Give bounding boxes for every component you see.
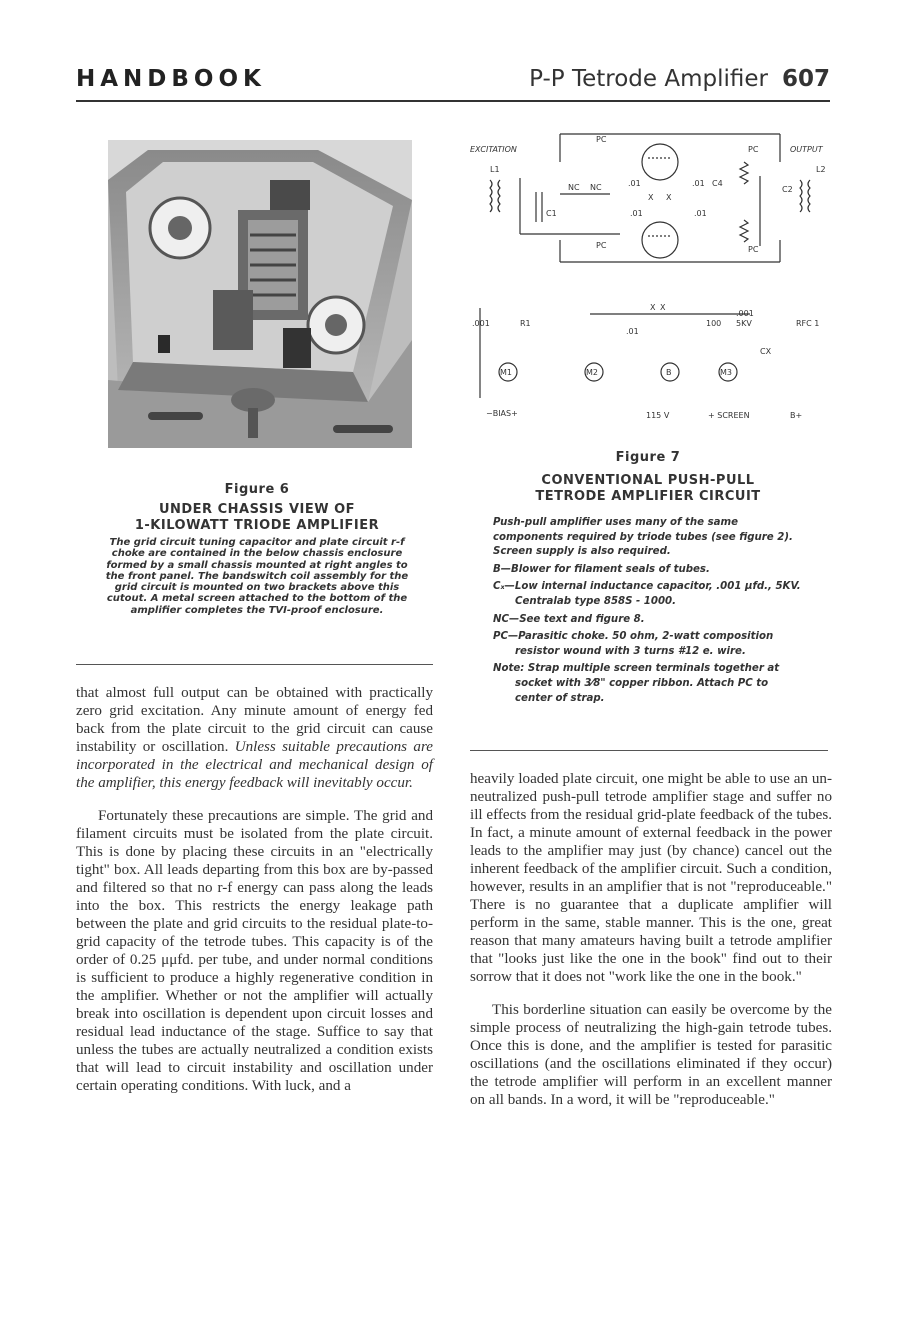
- figure6-caption: The grid circuit tuning capacitor and plate circuit r-f choke are contained in the below chassis enclosure formed by a small chassis mounted at right angles to the front panel. The bandswitch coil assembly for the grid circuit is mounted on two brackets above this cutout. A metal screen attached to the bottom of the amplifier completes the TVI-proof enclosure.: [105, 537, 409, 616]
- label-x-1: X: [648, 193, 654, 202]
- label-x-3: X: [650, 303, 656, 312]
- label-output: OUTPUT: [790, 145, 823, 154]
- label-l2: L2: [816, 165, 826, 174]
- label-01-bottom: .01: [626, 327, 639, 336]
- figure7-label: Figure 7: [615, 450, 681, 465]
- label-c2: C2: [782, 185, 793, 194]
- note-4: NC—See text and figure 8.: [493, 613, 645, 625]
- label-screen: + SCREEN: [708, 411, 750, 420]
- label-bplus: B+: [790, 411, 803, 420]
- left-paragraph-2: Fortunately these precautions are simple. The grid and filament circuits must be isolated from the plate circuit. This is done by placing these circuits in an "electrically tight" box. All leads departing from this box are by-passed and filtered so that no r-f energy can pass along the leads into the box. This restricts the energy leakage path between the plate and grid circuits to the residual plate-to-grid capacity of the tetrode tubes. This capacity is of the order of 0.25 μμfd. per tube, and under normal conditions is sufficient to produce a highly regenerative condition in the amplifier. Whether or not the amplifier will actually break into oscillation is dependent upon circuit losses and residual lead inductance of the stage. Suffice to say that unless the tubes are actually neutralized a condition exists that will lead to circuit instability and oscillation under certain operating conditions. With luck, and a: [76, 808, 433, 1094]
- label-m2: M2: [586, 368, 598, 377]
- label-5kv: 5KV: [736, 319, 752, 328]
- label-001-right: .001: [736, 309, 754, 318]
- note-6: Note: Strap multiple screen terminals together at socket with 3⁄8" copper ribbon. Attach PC to center of strap.: [493, 663, 780, 704]
- label-rfc1: RFC 1: [796, 319, 820, 328]
- label-x-4: X: [660, 303, 666, 312]
- figure7-title-line2: TETRODE AMPLIFIER CIRCUIT: [535, 489, 761, 504]
- figure6-title: [96, 502, 418, 534]
- figure7-title-line1: CONVENTIONAL PUSH-PULL: [541, 473, 755, 488]
- label-001-left: .001: [472, 319, 490, 328]
- running-head: HANDBOOK: [76, 66, 266, 92]
- figure6-title-line2: 1-KILOWATT TRIODE AMPLIFIER: [134, 518, 380, 533]
- label-l1: L1: [490, 165, 500, 174]
- label-pc-bottom: PC: [596, 241, 607, 250]
- label-nc-1: NC: [568, 183, 580, 192]
- right-paragraph-2: This borderline situation can easily be overcome by the simple process of neutralizing the high-gain tetrode tubes. Once this is done, and the amplifier is tested for parasitic oscillations (and the oscillations eliminated if they occur) the tetrode amplifier will perform in an excellent manner on all bands. In a word, it will be "reproduceable.": [470, 1002, 832, 1108]
- figure7-title: [460, 473, 836, 505]
- label-nc-2: NC: [590, 183, 602, 192]
- left-column: [76, 684, 433, 1095]
- label-b: B: [666, 368, 672, 377]
- label-bias: −BIAS+: [486, 409, 518, 418]
- chassis-photo: [108, 140, 412, 448]
- figure6-label: Figure 6: [224, 482, 290, 497]
- right-divider: [470, 750, 828, 751]
- label-c4: C4: [712, 179, 723, 188]
- label-01-a: .01: [628, 179, 641, 188]
- tetrode-schematic: [460, 128, 836, 428]
- right-paragraph-1: heavily loaded plate circuit, one might be able to use an un-neutralized push-pull tetrode amplifier stage and suffer no ill effects from the residual grid-plate feedback of the tubes. In fact, a minute amount of external feedback in the power leads to the amplifier may just (by chance) cancel out the inherent feedback of the amplifier circuit. Such a condition, however, results in an amplifier that is not "reproduceable." There is no guarantee that a duplicate amplifier will perform in the same, stable manner. This is the one, great reason that many amateurs having built a tetrode amplifier that "looks just like the one in the book" find out to their sorrow that it does not "work like the one in the book.": [470, 771, 832, 985]
- label-m3: M3: [720, 368, 732, 377]
- label-x-2: X: [666, 193, 672, 202]
- page-header: [76, 66, 830, 102]
- note-5: PC—Parasitic choke. 50 ohm, 2-watt composition resistor wound with 3 turns #12 e. wire.: [493, 631, 774, 657]
- chapter-title: P-P Tetrode Amplifier: [529, 66, 768, 92]
- label-pc-right-bottom: PC: [748, 245, 759, 254]
- label-cx: CX: [760, 347, 772, 356]
- label-c1: C1: [546, 209, 557, 218]
- figure7-notes: [493, 516, 807, 709]
- label-01-d: .01: [694, 209, 707, 218]
- note-3: Cₓ—Low internal inductance capacitor, .001 μfd., 5KV. Centralab type 858S - 1000.: [493, 581, 801, 607]
- left-paragraph-1: [76, 684, 433, 792]
- note-1: Push-pull amplifier uses many of the same components required by triode tubes (see figure 2). Screen supply is also required.: [493, 517, 793, 558]
- page-heading-right: [529, 66, 830, 92]
- label-115v: 115 V: [646, 411, 670, 420]
- right-column: [470, 770, 832, 1109]
- label-01-c: .01: [630, 209, 643, 218]
- label-pc-right-top: PC: [748, 145, 759, 154]
- note-2: B—Blower for filament seals of tubes.: [493, 563, 710, 575]
- label-01-b: .01: [692, 179, 705, 188]
- label-excitation: EXCITATION: [470, 145, 517, 154]
- label-m1: M1: [500, 368, 512, 377]
- label-r1: R1: [520, 319, 531, 328]
- figure6-title-line1: UNDER CHASSIS VIEW OF: [158, 502, 356, 517]
- label-100: 100: [706, 319, 722, 328]
- left-p1-text: that almost full output can be obtained with practically zero grid excitation. Any minute amount of energy fed back from the plate circuit to the grid circuit can cause instability or oscillation.: [76, 685, 433, 755]
- label-pc-top: PC: [596, 135, 607, 144]
- left-divider: [76, 664, 433, 665]
- page-number: 607: [781, 66, 830, 92]
- left-p1-emphasis: Unless suitable precautions are incorporated in the electrical and mechanical design of the amplifier, this energy feedback will inevitably occur.: [76, 739, 433, 791]
